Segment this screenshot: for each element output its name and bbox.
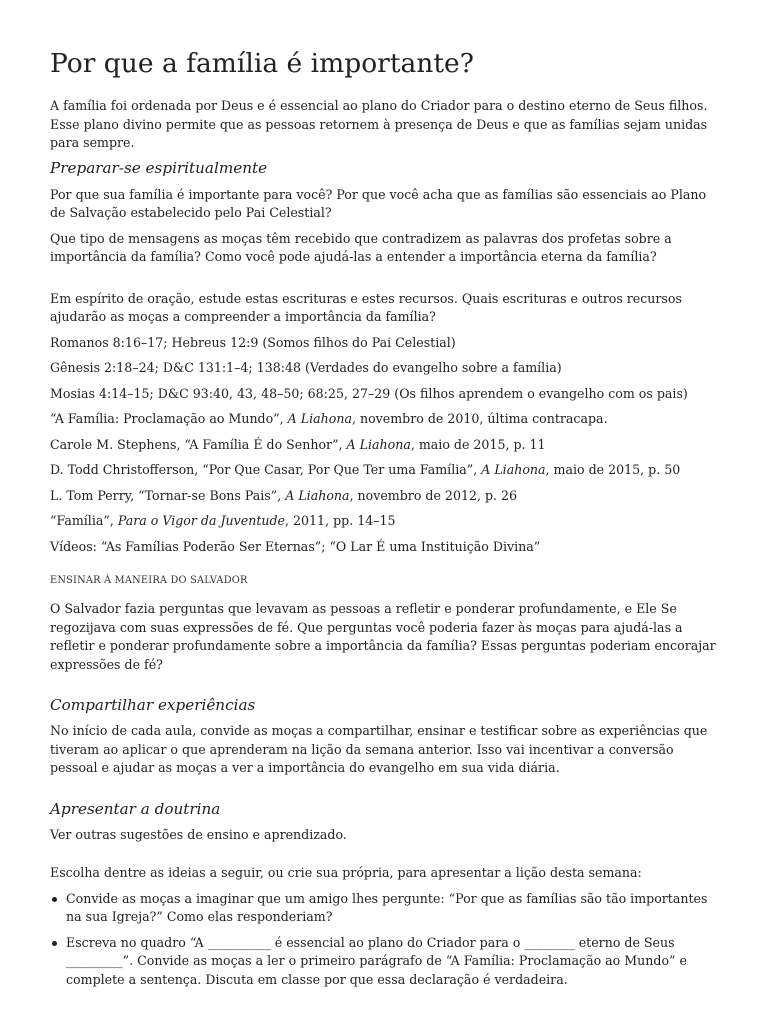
savior-callout-text: O Salvador fazia perguntas que levavam as pessoas a refletir e ponderar profundamente, e Ele Se regozijava com suas expressões de fé. Que perguntas você poderia fazer às moças para ajudá-las a refletir e ponderar profundamente sobre a importância da família? Essas perguntas poderiam encorajar expressões de fé?	[50, 601, 716, 672]
resource-item[interactable]: Romanos 8:16–17; Hebreus 12:9 (Somos filhos do Pai Celestial)	[50, 334, 456, 350]
resource-item[interactable]: Mosias 4:14–15; D&C 93:40, 43, 48–50; 68:25, 27–29 (Os filhos aprendem o evangelho com os pais)	[50, 385, 688, 401]
see-more-link[interactable]: Ver outras sugestões de ensino e aprendizado.	[50, 826, 347, 842]
prepare-heading: Preparar-se espiritualmente	[50, 158, 268, 177]
intro-paragraph: A família foi ordenada por Deus e é essencial ao plano do Criador para o destino eterno de Seus filhos. Esse plano divino permite que as pessoas retornem à presença de Deus e que as famílias sejam unidas para sempre.	[50, 98, 708, 150]
prepare-question-2: Que tipo de mensagens as moças têm recebido que contradizem as palavras dos profetas sobre a importância da família? Como você pode ajudá-las a entender a importância eterna da família?	[50, 230, 672, 264]
ideas-list	[50, 890, 718, 990]
doctrine-heading: Apresentar a doutrina	[50, 799, 221, 818]
resource-item[interactable]: “Família”, Para o Vigor da Juventude, 2011, pp. 14–15	[50, 513, 396, 528]
resource-item[interactable]: Gênesis 2:18–24; D&C 131:1–4; 138:48 (Verdades do evangelho sobre a família)	[50, 360, 562, 375]
page-title: Por que a família é importante?	[50, 48, 474, 79]
prepare-question-1: Por que sua família é importante para você? Por que você acha que as famílias são essenciais ao Plano de Salvação estabelecido pelo Pai Celestial?	[50, 186, 707, 220]
list-item: Convide as moças a imaginar que um amigo lhes pergunte: “Por que as famílias são tão importantes na sua Igreja?” Como elas responderiam?	[66, 890, 718, 927]
prepare-study-instructions: Em espírito de oração, estude estas escrituras e estes recursos. Quais escrituras e outros recursos ajudarão as moças a compreender a importância da família?	[50, 290, 682, 324]
share-paragraph: No início de cada aula, convide as moças a compartilhar, ensinar e testificar sobre as experiências que tiveram ao aplicar o que aprenderam na lição da semana anterior. Isso vai incentivar a conversão pessoal e ajudar as moças a ver a importância do evangelho em sua vida diária.	[50, 723, 708, 775]
resource-list	[50, 334, 718, 557]
share-heading: Compartilhar experiências	[50, 696, 256, 714]
resource-item[interactable]: Vídeos: “As Famílias Poderão Ser Eternas”; “O Lar É uma Instituição Divina”	[50, 538, 541, 554]
choose-instructions: Escolha dentre as ideias a seguir, ou crie sua própria, para apresentar a lição desta semana:	[50, 865, 642, 880]
resource-item[interactable]: D. Todd Christofferson, “Por Que Casar, Por Que Ter uma Família”, A Liahona, maio de 2015, p. 50	[50, 462, 681, 477]
savior-callout-label: ENSINAR À MANEIRA DO SALVADOR	[50, 575, 248, 586]
resource-item[interactable]: “A Família: Proclamação ao Mundo”, A Liahona, novembro de 2010, última contracapa.	[50, 411, 608, 426]
list-item: Escreva no quadro “A __________ é essencial ao plano do Criador para o ________ eterno de Seus _________”. Convide as moças a ler o primeiro parágrafo de “A Família: Proclamação ao Mundo” e complete a sentença. Discuta em classe por que essa declaração é verdadeira.	[66, 934, 718, 990]
resource-item[interactable]: Carole M. Stephens, “A Família É do Senhor”, A Liahona, maio de 2015, p. 11	[50, 436, 546, 452]
resource-item[interactable]: L. Tom Perry, “Tornar-se Bons Pais”, A Liahona, novembro de 2012, p. 26	[50, 487, 518, 503]
